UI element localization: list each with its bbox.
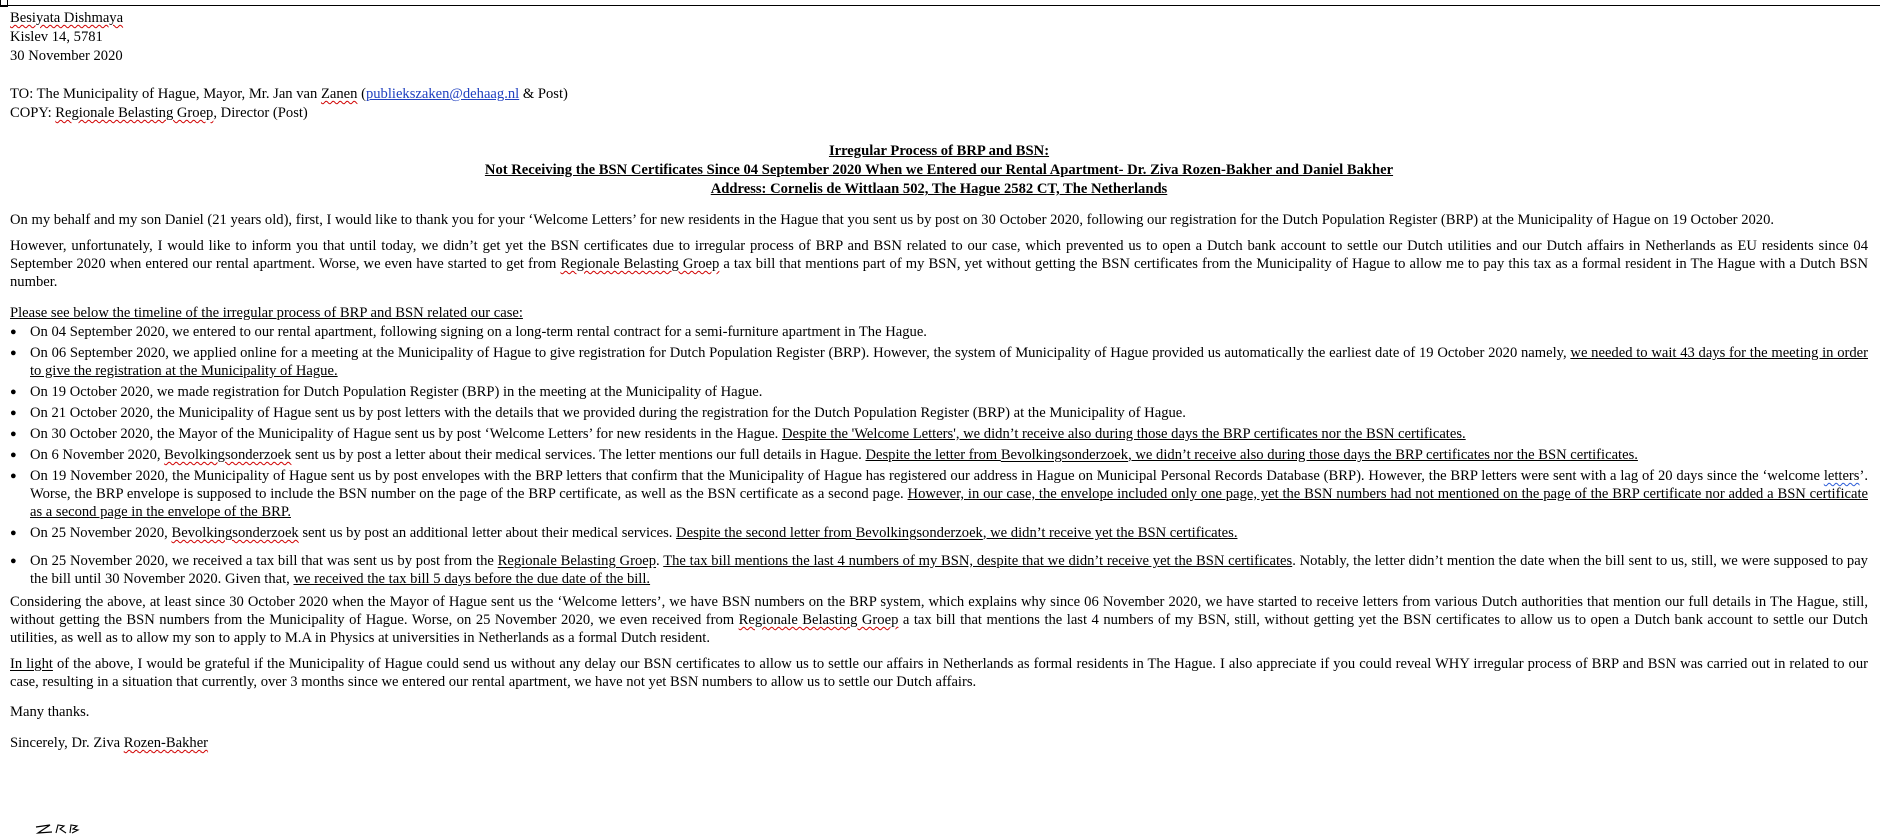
email-link[interactable]: publiekszaken@dehaag.nl <box>365 86 520 102</box>
paragraph-problem: However, unfortunately, I would like to inform you that until today, we didn’t get yet the BSN certificates due to irregular process of BRP and BSN related to our case, which prevented us to open a Dutch bank account to settle our Dutch utilities and our Dutch affairs in Netherlands as EU residents since 04 September 2020 when entered our rental apartment. Worse, we even have started to get from Regionale Belasting Groep a tax bill that mentions part of my BSN, yet without getting the BSN certificates from the Municipality of Hague to allow me to pay this tax as a formal resident in The Hague with a Dutch BSN number. <box>10 238 1868 290</box>
paragraph-request: In light of the above, I would be grateful if the Municipality of Hague could send us without any delay our BSN certificates to allow us to settle our affairs in Netherlands as formal residents in The Hague. I also appreciate if you could reveal WHY irregular process of BRP and BSN was carried out in related to our case, resulting in a situation that currently, over 3 months since we entered our rental apartment, we have not yet BSN numbers to allow us to settle our Dutch affairs. <box>10 656 1868 690</box>
to-line: TO: The Municipality of Hague, Mayor, Mr. Jan van Zanen (publiekszaken@dehaag.nl & Post) <box>10 86 568 102</box>
timeline-heading: Please see below the timeline of the irregular process of BRP and BSN related our case: <box>10 305 523 321</box>
copy-line: COPY: Regionale Belasting Groep, Director (Post) <box>10 105 308 121</box>
timeline-item: ● On 19 October 2020, we made registration for Dutch Population Register (BRP) in the meeting at the Municipality of Hague. <box>10 383 1868 401</box>
timeline-item: ● On 6 November 2020, Bevolkingsonderzoek sent us by post a letter about their medical services. The letter mentions our full details in Hague. Despite the letter from Bevolkingsonderzoek, we didn’t receive also during those days the BRP certificates nor the BSN certificates. <box>10 446 1868 464</box>
signature-image <box>34 822 108 836</box>
title-line-1: Irregular Process of BRP and BSN: <box>828 143 1050 159</box>
title-line-2: Not Receiving the BSN Certificates Since 04 September 2020 When we Entered our Rental Apartment- Dr. Ziva Rozen-Bakher and Daniel Bakher <box>484 162 1394 178</box>
hebrew-date: Kislev 14, 5781 <box>10 29 103 45</box>
title-line-3: Address: Cornelis de Wittlaan 502, The Hague 2582 CT, The Netherlands <box>710 181 1168 197</box>
paragraph-thanks: On my behalf and my son Daniel (21 years old), first, I would like to thank you for your ‘Welcome Letters’ for new residents in the Hague that you sent us by post on 30 October 2020, following our registration for the Dutch Population Register (BRP) at the Municipality of Hague on 19 October 2020. <box>10 212 1775 228</box>
page-corner-mark <box>0 0 8 7</box>
timeline-item: ● On 06 September 2020, we applied online for a meeting at the Municipality of Hague to give registration for Dutch Population Register (BRP). However, the system of Municipality of Hague provided us automatically the earliest date of 19 October 2020 namely, we needed to wait 43 days for the meeting in order to give the registration at the Municipality of Hague. <box>10 344 1868 380</box>
page-top-border <box>0 5 1880 6</box>
timeline-item: ● On 25 November 2020, Bevolkingsonderzoek sent us by post an additional letter about their medical services. Despite the second letter from Bevolkingsonderzoek, we didn’t receive yet the BSN certificates. <box>10 524 1868 542</box>
timeline-item: ● On 21 October 2020, the Municipality of Hague sent us by post letters with the details that we provided during the registration for the Dutch Population Register (BRP) at the Municipality of Hague. <box>10 404 1868 422</box>
timeline-item: ● On 30 October 2020, the Mayor of the Municipality of Hague sent us by post ‘Welcome Letters’ for new residents in the Hague. Despite the 'Welcome Letters', we didn’t receive also during those days the BRP certificates nor the BSN certificates. <box>10 425 1868 443</box>
timeline-item: ● On 19 November 2020, the Municipality of Hague sent us by post envelopes with the BRP letters that confirm that the Municipality of Hague has registered our address in Hague on Municipal Personal Records Database (BRP). However, the BRP letters were sent with a lag of 20 days since the ‘welcome letters’. Worse, the BRP envelope is supposed to include the BSN number on the page of the BRP certificate, as well as the BSN certificate as a second page. However, in our case, the envelope included only one page, yet the BSN numbers had not mentioned on the page of the BRP certificate nor added a BSN certificate as a second page in the envelope of the BRP. <box>10 467 1868 521</box>
paragraph-considering: Considering the above, at least since 30 October 2020 when the Mayor of Hague sent us the ‘Welcome letters’, we have BSN numbers on the BRP system, which explains why since 06 November 2020, we have started to receive letters from various Dutch authorities that mention our full details in The Hague, still, without getting the BSN numbers from the Municipality of Hague. Worse, on 25 November 2020, we even received from Regionale Belasting Groep a tax bill that mentions the last 4 numbers of my BSN, still, without getting yet the BSN certificates to allow us to open a Dutch bank account to settle our Dutch utilities, as well as to allow my son to apply to M.A in Physics at universities in Netherlands as a formal Dutch resident. <box>10 594 1868 646</box>
closing-line: Sincerely, Dr. Ziva Rozen-Bakher <box>10 735 209 751</box>
letter-body <box>10 9 1868 753</box>
timeline-item: ● On 25 November 2020, we received a tax bill that was sent us by post from the Regionale Belasting Groep. The tax bill mentions the last 4 numbers of my BSN, despite that we didn’t receive yet the BSN certificates. Notably, the letter didn’t mention the date when the bill sent to us, still, we were supposed to pay the bill until 30 November 2020. Given that, we received the tax bill 5 days before the due date of the bill. <box>10 552 1868 588</box>
letter-date: 30 November 2020 <box>10 48 123 64</box>
timeline-item: ● On 04 September 2020, we entered to our rental apartment, following signing on a long-term rental contract for a semi-furniture apartment in The Hague. <box>10 323 1868 341</box>
thanks-line: Many thanks. <box>10 704 90 720</box>
timeline-list <box>10 323 1868 588</box>
sender-name: Besiyata Dishmaya <box>10 10 124 26</box>
